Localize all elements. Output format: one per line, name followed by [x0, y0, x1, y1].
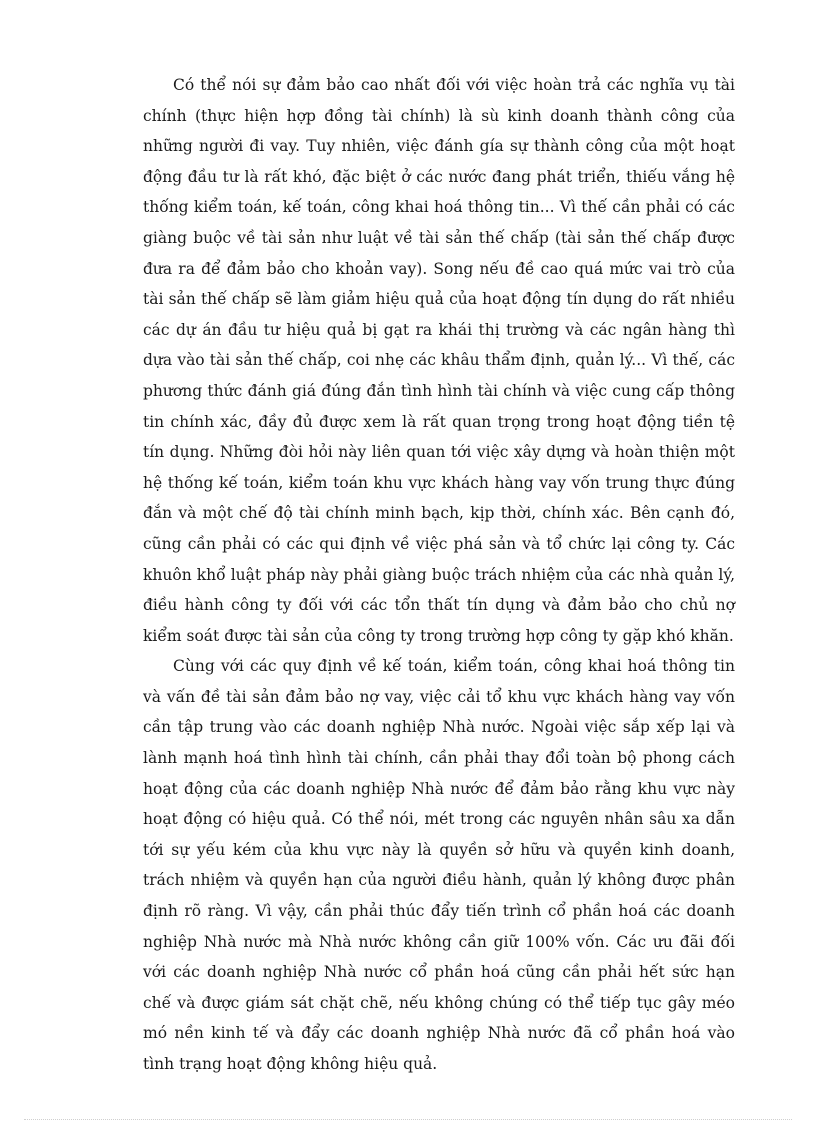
paragraph-2: Cùng với các quy định về kế toán, kiểm toán, công khai hoá thông tin và vấn đề tài sản đảm bảo nợ vay, việc cải tổ khu vực khách hàng vay vốn cần tập trung vào các doanh nghiệp Nhà nước. Ngoài việc sắp xếp lại và lành mạnh hoá tình hình tài chính, cần phải thay đổi toàn bộ phong cách hoạt động của các doanh nghiệp Nhà nước để đảm bảo rằng khu vực này hoạt động có hiệu quả. Có thể nói, mét trong các nguyên nhân sâu xa dẫn tới sự yếu kém của khu vực này là quyền sở hữu và quyền kinh doanh, trách nhiệm và quyền hạn của người điều hành, quản lý không được phân định rõ ràng. Vì vậy, cần phải thúc đẩy tiến trình cổ phần hoá các doanh nghiệp Nhà nước mà Nhà nước không cần giữ 100% vốn. Các ưu đãi đối với các doanh nghiệp Nhà nước cổ phần hoá cũng cần phải hết sức hạn chế và được giám sát chặt chẽ, nếu không chúng có thể tiếp tục gây méo mó nền kinh tế và đẩy các doanh nghiệp Nhà nước đã cổ phần hoá vào tình trạng hoạt động không hiệu quả.: [143, 657, 735, 1073]
page-bottom-divider: [24, 1119, 792, 1120]
paragraph-1: Có thể nói sự đảm bảo cao nhất đối với việc hoàn trả các nghĩa vụ tài chính (thực hiện hợp đồng tài chính) là sù kinh doanh thành công của những người đi vay. Tuy nhiên, việc đánh gía sự thành công của một hoạt động đầu tư là rất khó, đặc biệt ở các nước đang phát triển, thiếu vắng hệ thống kiểm toán, kế toán, công khai hoá thông tin... Vì thế cần phải có các giàng buộc về tài sản như luật về tài sản thế chấp (tài sản thế chấp được đưa ra để đảm bảo cho khoản vay). Song nếu đề cao quá mức vai trò của tài sản thế chấp sẽ làm giảm hiệu quả của hoạt động tín dụng do rất nhiều các dự án đầu tư hiệu quả bị gạt ra khái thị trường và các ngân hàng thì dựa vào tài sản thế chấp, coi nhẹ các khâu thẩm định, quản lý... Vì thế, các phương thức đánh giá đúng đắn tình hình tài chính và việc cung cấp thông tin chính xác, đầy đủ được xem là rất quan trọng trong hoạt động tiền tệ tín dụng. Những đòi hỏi này liên quan tới việc xây dựng và hoàn thiện một hệ thống kế toán, kiểm toán khu vực khách hàng vay vốn trung thực đúng đắn và một chế độ tài chính minh bạch, kịp thời, chính xác. Bên cạnh đó, cũng cần phải có các qui định về việc phá sản và tổ chức lại công ty. Các khuôn khổ luật pháp này phải giàng buộc trách nhiệm của các nhà quản lý, điều hành công ty đối với các tổn thất tín dụng và đảm bảo cho chủ nợ kiểm soát được tài sản của công ty trong trường hợp công ty gặp khó khăn.: [143, 76, 735, 645]
body-text: [143, 70, 735, 1080]
